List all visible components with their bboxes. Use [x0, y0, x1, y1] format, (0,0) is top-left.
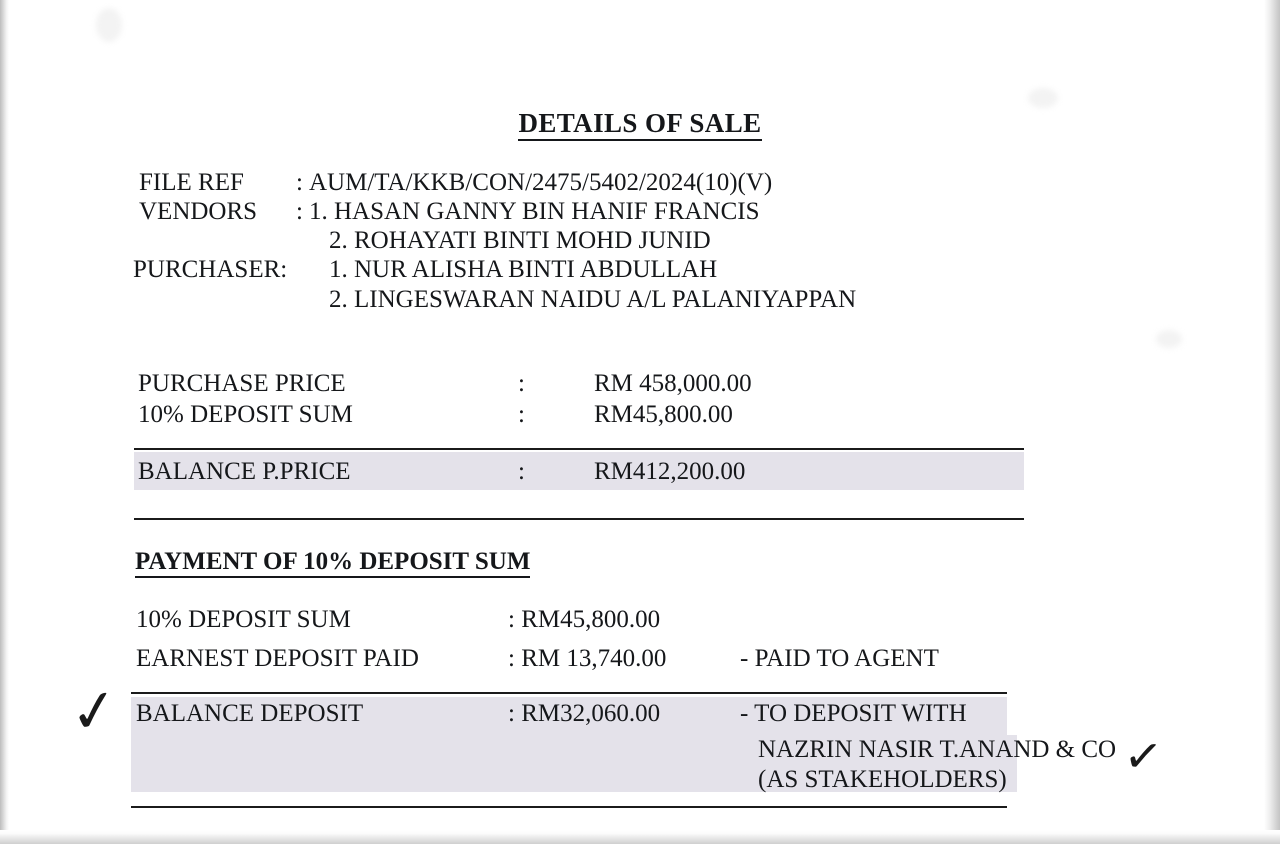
field-value-file-ref: AUM/TA/KKB/CON/2475/5402/2024(10)(V): [309, 169, 773, 196]
deposit-value-deposit-sum: : RM45,800.00: [508, 606, 661, 633]
deposit-label-deposit-sum: 10% DEPOSIT SUM: [136, 606, 351, 633]
divider-below-balance-price: [134, 518, 1024, 520]
field-colon: :: [296, 198, 303, 225]
deposit-value-balance-deposit: : RM32,060.00: [508, 700, 661, 727]
deposit-note-earnest: - PAID TO AGENT: [740, 645, 939, 672]
divider-below-stakeholder: [131, 806, 1007, 808]
deposit-label-earnest: EARNEST DEPOSIT PAID: [136, 645, 419, 672]
deposit-value-earnest: : RM 13,740.00: [508, 645, 667, 672]
price-colon: :: [518, 401, 525, 428]
divider-above-balance-deposit: [131, 692, 1007, 694]
price-colon: :: [518, 370, 525, 397]
price-colon: :: [518, 458, 525, 485]
field-value-vendor-2: 2. ROHAYATI BINTI MOHD JUNID: [329, 227, 711, 254]
stakeholder-role: (AS STAKEHOLDERS): [758, 766, 1007, 793]
field-colon: :: [296, 169, 303, 196]
field-label-purchaser: PURCHASER:: [133, 256, 288, 283]
field-label-vendors: VENDORS: [139, 198, 258, 225]
field-label-file-ref: FILE REF: [139, 169, 244, 196]
price-label-purchase-price: PURCHASE PRICE: [138, 370, 346, 397]
field-value-purchaser-1: 1. NUR ALISHA BINTI ABDULLAH: [329, 256, 718, 283]
handwritten-check-left-icon: ✓: [65, 673, 124, 749]
price-value-purchase-price: RM 458,000.00: [594, 370, 752, 397]
divider-above-balance-price: [134, 448, 1024, 450]
field-value-purchaser-2: 2. LINGESWARAN NAIDU A/L PALANIYAPPAN: [329, 286, 857, 313]
deposit-label-balance-deposit: BALANCE DEPOSIT: [136, 700, 364, 727]
price-value-balance-price: RM412,200.00: [594, 458, 746, 485]
section-heading-payment: [135, 548, 530, 576]
stakeholder-firm-name: NAZRIN NASIR T.ANAND & CO: [758, 736, 1117, 763]
price-value-deposit-sum: RM45,800.00: [594, 401, 733, 428]
price-label-balance-price: BALANCE P.PRICE: [138, 458, 351, 485]
field-value-vendor-1: 1. HASAN GANNY BIN HANIF FRANCIS: [309, 198, 760, 225]
page-title-text: DETAILS OF SALE: [518, 108, 761, 141]
deposit-note-balance-deposit: - TO DEPOSIT WITH: [740, 700, 967, 727]
price-label-deposit-sum: 10% DEPOSIT SUM: [138, 401, 353, 428]
section-heading-text: PAYMENT OF 10% DEPOSIT SUM: [135, 548, 530, 578]
page-title: [0, 108, 1280, 139]
handwritten-check-right-icon: ✓: [1121, 727, 1166, 785]
